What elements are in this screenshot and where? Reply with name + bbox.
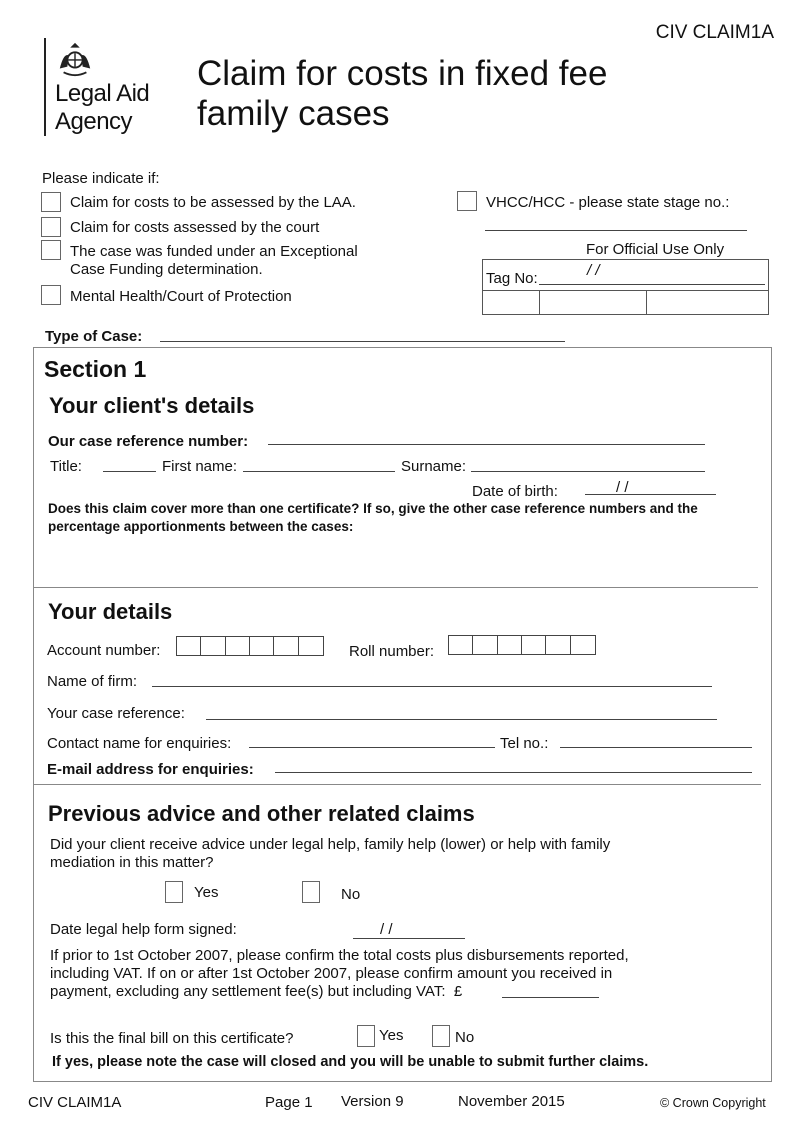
final-no-label: No (455, 1029, 475, 1046)
footer-copyright: © Crown Copyright (660, 1096, 766, 1110)
advice-no-checkbox[interactable] (302, 881, 320, 903)
footer-version: Version 9 (341, 1093, 404, 1110)
first-name-input[interactable] (243, 471, 395, 472)
dob-label: Date of birth: (472, 483, 558, 500)
vhcc-stage-input[interactable] (485, 230, 747, 231)
vhcc-checkbox[interactable] (457, 191, 477, 211)
first-name-label: First name: (162, 458, 238, 475)
roll-number-input[interactable] (448, 635, 596, 655)
advice-yes-checkbox[interactable] (165, 881, 183, 903)
mental-health-label: Mental Health/Court of Protection (70, 288, 292, 305)
our-case-ref-input[interactable] (268, 444, 705, 445)
ecf-checkbox[interactable] (41, 240, 61, 260)
account-number-label: Account number: (47, 642, 161, 659)
footer-form-code: CIV CLAIM1A (28, 1094, 122, 1111)
date-signed-separators: / / (380, 921, 393, 938)
official-use-heading: For Official Use Only (586, 241, 725, 258)
logo-divider (44, 38, 46, 136)
currency-symbol: £ (453, 983, 463, 1000)
indicate-prompt: Please indicate if: (42, 170, 160, 187)
surname-label: Surname: (401, 458, 467, 475)
advice-no-label: No (341, 886, 361, 903)
form-code: CIV CLAIM1A (655, 22, 774, 43)
previous-advice-question: Did your client receive advice under legal help, family help (lower) or help with family mediation in this matter? (50, 836, 611, 871)
costs-amount-input[interactable] (502, 997, 599, 998)
date-signed-label: Date legal help form signed: (50, 921, 237, 938)
your-case-ref-input[interactable] (206, 719, 717, 720)
final-yes-checkbox[interactable] (357, 1025, 375, 1047)
type-of-case-label: Type of Case: (45, 328, 143, 345)
firm-name-input[interactable] (152, 686, 712, 687)
contact-name-input[interactable] (249, 747, 495, 748)
official-divider (483, 290, 768, 291)
final-yes-label: Yes (379, 1027, 404, 1044)
official-use-box (482, 259, 769, 315)
our-case-ref-label: Our case reference number: (48, 433, 249, 450)
vhcc-label: VHCC/HCC - please state stage no.: (486, 194, 730, 211)
royal-crest-icon (56, 40, 94, 78)
official-cell-divider (539, 290, 540, 315)
tag-no-value: / / (587, 262, 600, 279)
dob-separators: / / (616, 479, 629, 496)
court-assessed-label: Claim for costs assessed by the court (70, 219, 320, 236)
final-bill-label: Is this the final bill on this certificate? (50, 1030, 294, 1047)
previous-advice-heading: Previous advice and other related claims (48, 801, 475, 826)
tag-no-input[interactable] (539, 284, 765, 285)
tel-label: Tel no.: (500, 735, 549, 752)
title-label: Title: (50, 458, 82, 475)
final-bill-note: If yes, please note the case will closed and you will be unable to submit further claims. (52, 1054, 649, 1070)
client-details-heading: Your client's details (49, 393, 255, 418)
costs-paragraph: If prior to 1st October 2007, please confirm the total costs plus disbursements reported, including VAT. If on or after 1st October 2007, please confirm amount you received in payment, excluding any settlement fee(s) but including VAT: £ (50, 947, 629, 1000)
your-case-ref-label: Your case reference: (47, 705, 185, 722)
title-input[interactable] (103, 471, 156, 472)
dob-input[interactable] (585, 494, 716, 495)
date-signed-input[interactable] (353, 938, 465, 939)
official-cell-divider (646, 290, 647, 315)
firm-name-label: Name of firm: (47, 673, 138, 690)
multi-certificate-input[interactable] (48, 540, 748, 582)
email-input[interactable] (275, 772, 752, 773)
roll-number-label: Roll number: (349, 643, 435, 660)
section-1-heading: Section 1 (44, 356, 147, 382)
contact-name-label: Contact name for enquiries: (47, 735, 232, 752)
agency-logo-text: Legal Aid Agency (55, 80, 150, 135)
laa-assessed-checkbox[interactable] (41, 192, 61, 212)
mental-health-checkbox[interactable] (41, 285, 61, 305)
laa-assessed-label: Claim for costs to be assessed by the LAA. (70, 194, 356, 211)
your-details-heading: Your details (48, 599, 173, 624)
tag-no-label: Tag No: (486, 270, 538, 287)
page-title: Claim for costs in fixed fee family cases (197, 54, 608, 133)
tel-input[interactable] (560, 747, 752, 748)
footer-page: Page 1 (265, 1094, 313, 1111)
ecf-label: The case was funded under an Exceptional Case Funding determination. (70, 243, 358, 278)
section-divider (33, 587, 758, 588)
account-number-input[interactable] (176, 636, 324, 656)
final-no-checkbox[interactable] (432, 1025, 450, 1047)
advice-yes-label: Yes (194, 884, 219, 901)
multi-certificate-question: Does this claim cover more than one certificate? If so, give the other case reference numbers and the percentage apportionments between the cases: (48, 501, 698, 534)
section-divider (33, 784, 761, 785)
email-label: E-mail address for enquiries: (47, 761, 254, 778)
type-of-case-input[interactable] (160, 341, 565, 342)
court-assessed-checkbox[interactable] (41, 217, 61, 237)
footer-date: November 2015 (458, 1093, 565, 1110)
surname-input[interactable] (471, 471, 705, 472)
